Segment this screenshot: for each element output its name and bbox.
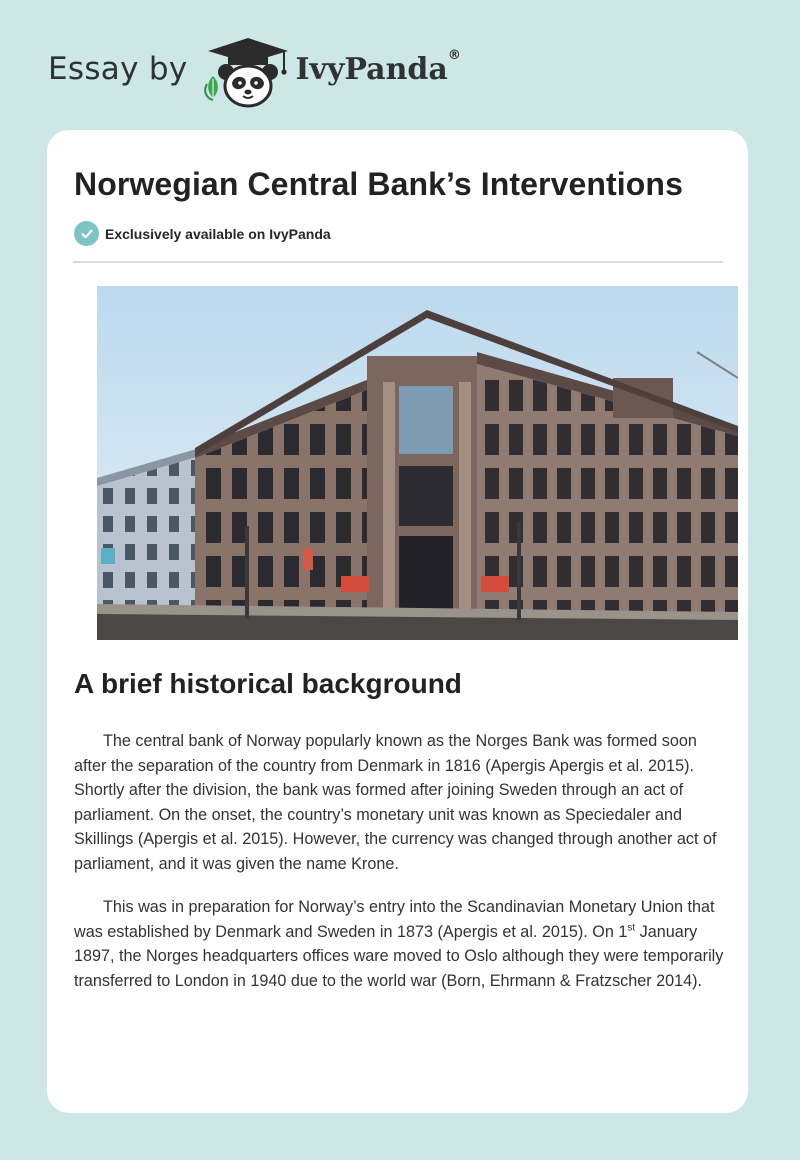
panda-graduate-icon — [204, 36, 292, 108]
badge-text: Exclusively available on IvyPanda — [105, 225, 331, 242]
page-title: Norwegian Central Bank’s Interventions — [74, 166, 683, 202]
title-divider — [73, 261, 723, 263]
paragraph-1: The central bank of Norway popularly known as the Norges Bank was formed soon after the separation of the country from Denmark in 1816 (Apergis Apergis et al. 2015). Shortly after the division, the bank was formed after joining Sweden through an act of parliament. On the onset, the country’s monetary unit was known as Speciedaler and Skillings (Apergis et al. 2015). However, the currency was changed through another act of parliament, and it was given the name Krone. — [74, 732, 717, 873]
exclusive-badge — [74, 221, 331, 246]
brand-name-text: IvyPanda — [295, 51, 448, 87]
paragraph-2-part-1: This was in preparation for Norway’s entry into the Scandinavian Monetary Union that was established by Denmark and Sweden in 1873 (Apergis et al. 2015). On 1 — [74, 898, 715, 941]
paragraph-2-part-2: January 1897, the Norges headquarters offices ware moved to Oslo although they were temporarily transferred to London in 1940 due to the world war (Born, Ehrmann & Fratzscher 2014). — [74, 922, 724, 990]
site-header — [48, 36, 461, 108]
paragraph-2-superscript: st — [627, 922, 636, 934]
brand-prefix: Essay by — [48, 51, 188, 87]
bank-building-photo — [97, 286, 738, 640]
registered-mark: ® — [447, 47, 461, 63]
check-circle-icon — [74, 221, 99, 246]
paragraph-2 — [74, 895, 724, 993]
section-heading: A brief historical background — [74, 668, 462, 699]
brand-name — [295, 47, 461, 87]
article-card — [47, 130, 748, 1113]
